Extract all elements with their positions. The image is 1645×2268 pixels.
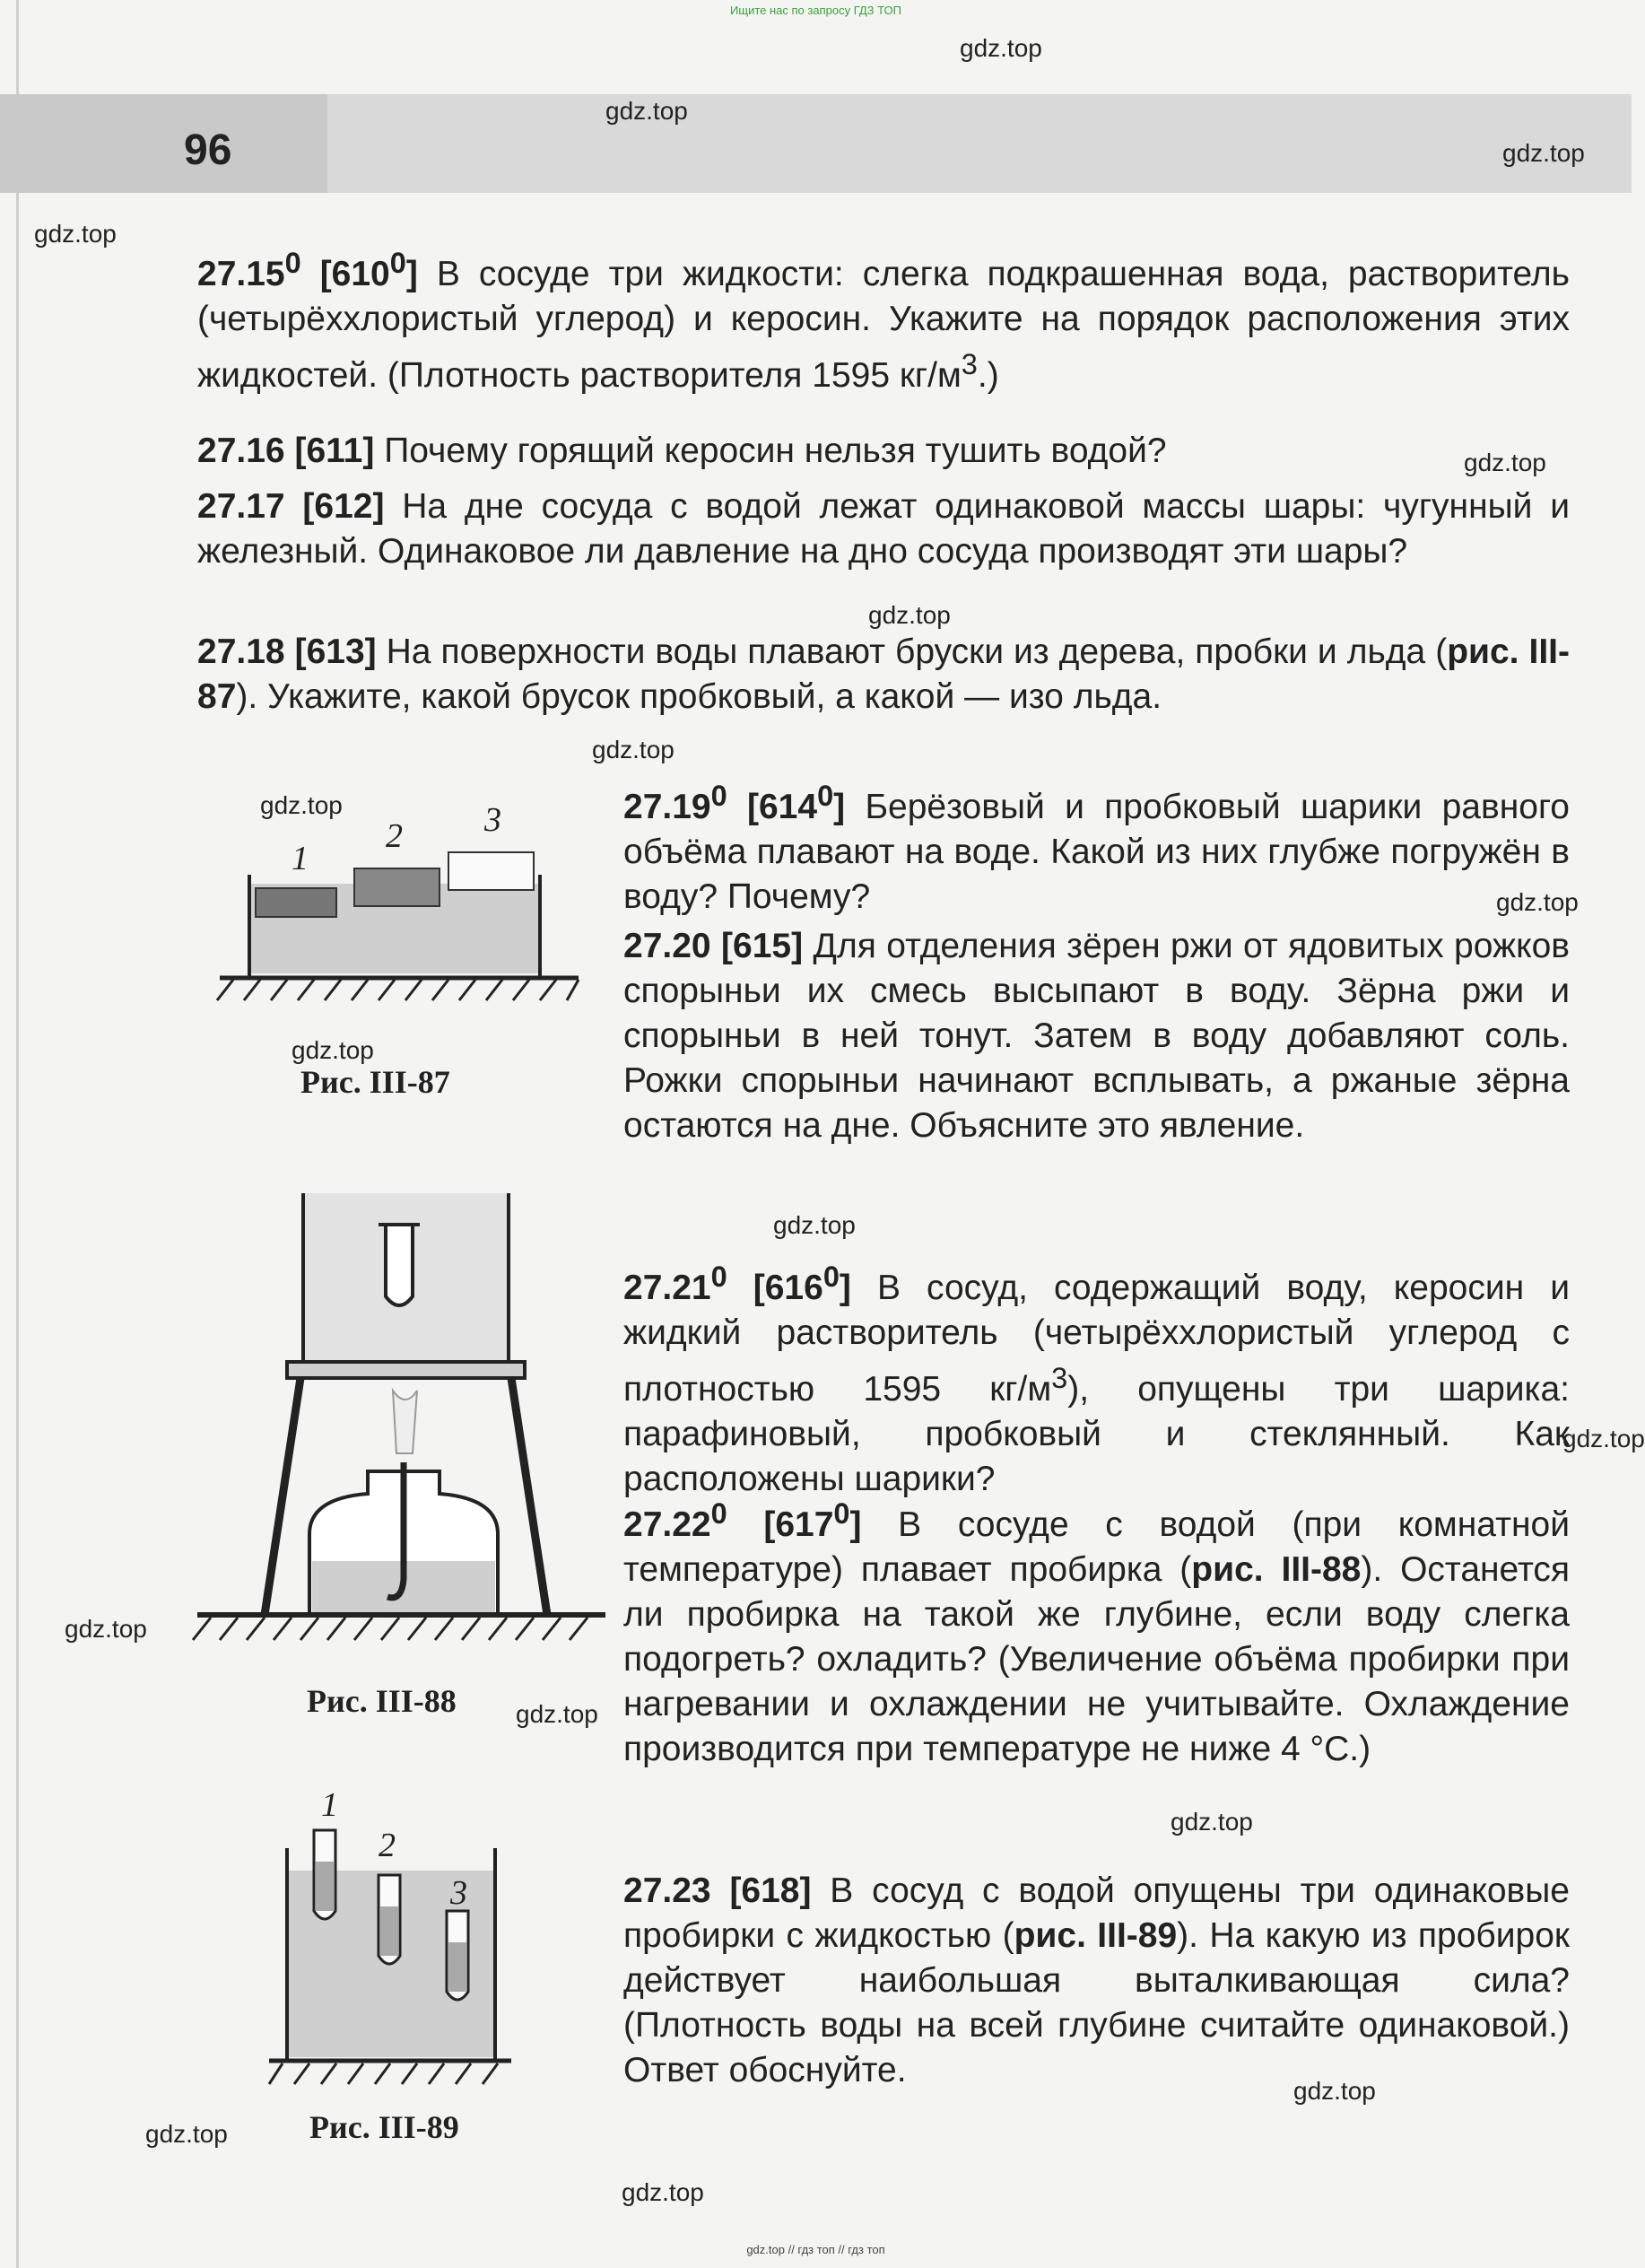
page-number: 96	[184, 126, 232, 174]
problem-27-20	[623, 924, 1570, 1148]
watermark: gdz.top	[592, 736, 675, 763]
superscript: 0	[710, 780, 727, 812]
problem-ref-end: ]	[833, 788, 846, 826]
test-tube	[386, 1225, 413, 1305]
superscript: 0	[710, 1497, 727, 1530]
watermark: gdz.top	[1171, 1808, 1253, 1836]
problem-number: 27.17	[197, 487, 285, 526]
watermark: gdz.top	[34, 220, 117, 248]
tripod-top	[287, 1362, 525, 1378]
problem-number: 27.20	[623, 927, 711, 965]
problem-ref-end: ]	[405, 255, 418, 293]
problem-text: В сосуде с водой (при комнатной температуре) плавает пробирка (	[623, 1505, 1570, 1589]
watermark: gdz.top	[516, 1700, 598, 1728]
watermark: gdz.top	[260, 791, 343, 819]
problem-27-22	[623, 1491, 1570, 1772]
figure-label-2: 2	[379, 1827, 396, 1864]
problem-27-17	[197, 484, 1570, 574]
bottom-note: gdz.top // гдз топ // гдз топ	[746, 2243, 885, 2256]
problem-number: 27.22	[623, 1505, 711, 1544]
problem-text: Берёзовый и пробковый шарики равного объёма плавают на воде. Какой из них глубже погружён в воду? Почему?	[623, 788, 1570, 916]
tube-liquid	[316, 1862, 334, 1911]
problem-text: ). На какую из пробирок действует наибольшая выталкивающая сила? (Плотность воды на всей глубине считайте одинаковой.) Ответ обоснуйте.	[623, 1916, 1570, 2089]
superscript: 0	[833, 1497, 850, 1530]
problem-ref: [616	[753, 1269, 823, 1307]
figure-iii-87	[215, 798, 592, 1041]
superscript: 0	[822, 1260, 840, 1293]
watermark: gdz.top	[622, 2178, 704, 2206]
figure-ref: рис. III-87	[197, 632, 1570, 716]
problem-ref: [613]	[294, 632, 377, 671]
problem-ref: [618]	[729, 1871, 812, 1910]
watermark: gdz.top	[292, 1036, 374, 1064]
superscript: 0	[389, 247, 406, 279]
block-2	[354, 868, 440, 906]
watermark: gdz.top	[605, 97, 688, 125]
problem-number: 27.18	[197, 632, 285, 671]
watermark: gdz.top	[65, 1615, 147, 1643]
figure-ref: рис. III-88	[1191, 1550, 1362, 1589]
flame	[393, 1391, 417, 1453]
watermark: gdz.top	[145, 2120, 228, 2148]
block-3	[448, 852, 534, 890]
tripod-leg	[511, 1378, 547, 1615]
problem-number: 27.19	[623, 788, 711, 826]
figure-caption: Рис. III-88	[307, 1683, 457, 1719]
watermark: gdz.top	[960, 34, 1042, 62]
problem-text: На дне сосуда с водой лежат одинаковой массы шары: чугунный и железный. Одинаковое ли давление на дно сосуда производят эти шары?	[197, 487, 1570, 571]
figure-label-1: 1	[321, 1786, 338, 1824]
problem-text-tail: .)	[977, 356, 999, 395]
watermark: gdz.top	[868, 601, 951, 629]
watermark: gdz.top	[1496, 888, 1579, 916]
problem-27-19	[623, 773, 1570, 920]
tube-liquid	[448, 1942, 466, 1992]
figure-label-3: 3	[484, 801, 501, 839]
figure-ref: рис. III-89	[1014, 1916, 1178, 1955]
problem-text: В сосуд с водой опущены три одинаковые пробирки с жидкостью (	[623, 1871, 1570, 1955]
block-1	[256, 888, 336, 917]
figure-caption: Рис. III-89	[309, 2109, 459, 2145]
figure-caption: Рис. III-87	[300, 1064, 450, 1100]
watermark: gdz.top	[1562, 1425, 1645, 1452]
problem-ref: [617	[763, 1505, 834, 1544]
superscript: 3	[1051, 1362, 1068, 1394]
superscript: 0	[284, 247, 301, 279]
problem-ref-end: ]	[839, 1269, 851, 1307]
problem-text: ). Останется ли пробирка на такой же глубине, если воду слегка подогреть? охладить? (Увеличение объёма пробирки при нагревании и охлаждении не учитывайте. Охлаждение производится при температуре не ниже 4 °С.)	[623, 1550, 1570, 1768]
problem-text: В сосуде три жидкости: слегка подкрашенная вода, растворитель (четырёххлористый углерод) и керосин. Укажите на порядок расположения этих жидкостей. (Плотность растворителя 1595 кг/м	[197, 255, 1570, 395]
problem-text: Почему горящий керосин нельзя тушить водой?	[374, 432, 1167, 470]
hatching	[269, 2063, 498, 2084]
watermark: gdz.top	[1502, 139, 1585, 167]
problem-27-18	[197, 630, 1570, 720]
problem-ref: [610	[319, 255, 390, 293]
problem-27-15	[197, 240, 1570, 398]
figure-label-2: 2	[386, 817, 403, 855]
hatching	[217, 980, 579, 1000]
problem-number: 27.23	[623, 1871, 711, 1910]
tripod-leg	[265, 1378, 300, 1615]
hatching	[193, 1618, 588, 1640]
problem-27-21	[623, 1254, 1570, 1502]
problem-ref: [615]	[721, 927, 804, 965]
problem-27-16	[197, 429, 1570, 474]
page-number-box	[0, 94, 327, 193]
problem-ref: [611]	[294, 432, 375, 470]
figure-label-3: 3	[450, 1874, 467, 1912]
superscript: 0	[817, 780, 834, 812]
watermark: gdz.top	[773, 1211, 856, 1239]
problem-ref: [612]	[302, 487, 385, 526]
problem-text: На поверхности воды плавают бруски из дерева, пробки и льда (	[376, 632, 1448, 671]
tube-liquid	[380, 1906, 398, 1956]
problem-ref-end: ]	[849, 1505, 862, 1544]
problem-text: ). Укажите, какой брусок пробковый, а какой — изо льда.	[236, 677, 1162, 716]
top-note: Ищите нас по запросу ГДЗ ТОП	[730, 4, 901, 17]
figure-iii-88	[188, 1193, 610, 1642]
problem-number: 27.15	[197, 255, 285, 293]
problem-text: В сосуд, содержащий воду, керосин и жидкий растворитель (четырёххлористый углерод с плотностью 1595 кг/м	[623, 1269, 1570, 1409]
figure-label-1: 1	[292, 840, 309, 877]
page-edge	[16, 0, 19, 2268]
problem-text: Для отделения зёрен ржи от ядовитых рожков спорыньи их смесь высыпают в воду. Зёрна ржи и спорыньи в ней тонут. Затем в воду добавляют соль. Рожки спорыньи начинают всплывать, а ржаные зёрна остаются на дне. Объясните это явление.	[623, 927, 1570, 1145]
problem-text-tail: ), опущены три шарика: парафиновый, пробковый и стеклянный. Как расположены шарики?	[623, 1370, 1570, 1498]
problem-27-23	[623, 1869, 1570, 2093]
watermark: gdz.top	[1293, 2077, 1376, 2105]
watermark: gdz.top	[1464, 449, 1546, 476]
problem-number: 27.16	[197, 432, 285, 470]
superscript: 0	[710, 1260, 727, 1293]
superscript: 3	[961, 348, 978, 380]
problem-number: 27.21	[623, 1269, 711, 1307]
problem-ref: [614	[747, 788, 818, 826]
